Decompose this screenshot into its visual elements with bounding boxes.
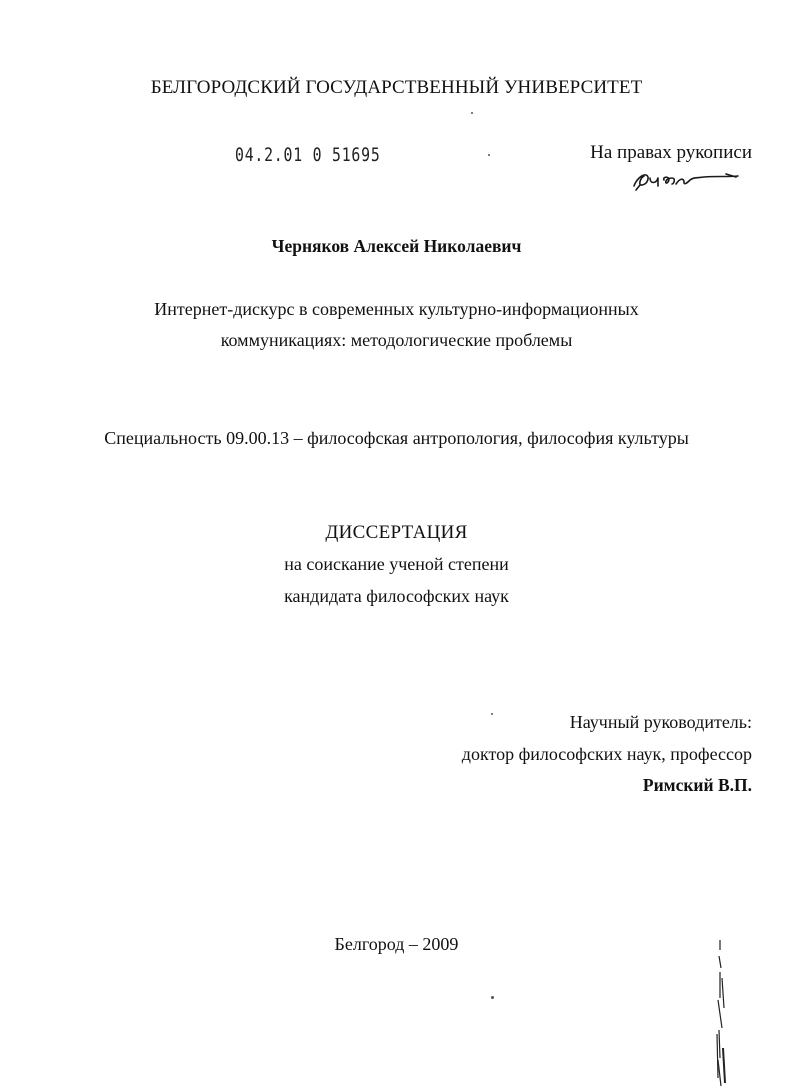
- advisor-label: Научный руководитель:: [569, 712, 752, 732]
- dissertation-title-line-1: Интернет-дискурс в современных культурно-информационных: [154, 299, 639, 319]
- city-year: Белгород – 2009: [334, 934, 459, 954]
- library-stamp-code: 04.2.01 0 51695: [235, 144, 381, 166]
- scan-speck: [471, 112, 473, 114]
- advisor-name: Римский В.П.: [642, 775, 752, 795]
- handwritten-signature: [628, 164, 740, 196]
- specialty-text: – философская антропология, философия культуры: [289, 428, 689, 448]
- degree-line-2: кандидата философских наук: [284, 586, 509, 606]
- specialty-label: Специальность 09.00.13: [104, 428, 290, 448]
- dissertation-title-line-2: коммуникациях: методологические проблемы: [220, 330, 573, 350]
- manuscript-rights-label: На правах рукописи: [590, 142, 752, 163]
- degree-line-1: на соискание ученой степени: [284, 554, 509, 574]
- specialty-line: [0, 429, 793, 447]
- advisor-title: доктор философских наук, профессор: [461, 744, 752, 764]
- scan-edge-artifact: [708, 938, 738, 1088]
- scan-speck: [488, 154, 490, 156]
- university-name: БЕЛГОРОДСКИЙ ГОСУДАРСТВЕННЫЙ УНИВЕРСИТЕТ: [150, 77, 643, 98]
- scan-speck: [491, 996, 494, 999]
- document-type: ДИССЕРТАЦИЯ: [325, 522, 468, 543]
- author-name: Черняков Алексей Николаевич: [271, 236, 522, 256]
- scan-speck: [491, 713, 493, 715]
